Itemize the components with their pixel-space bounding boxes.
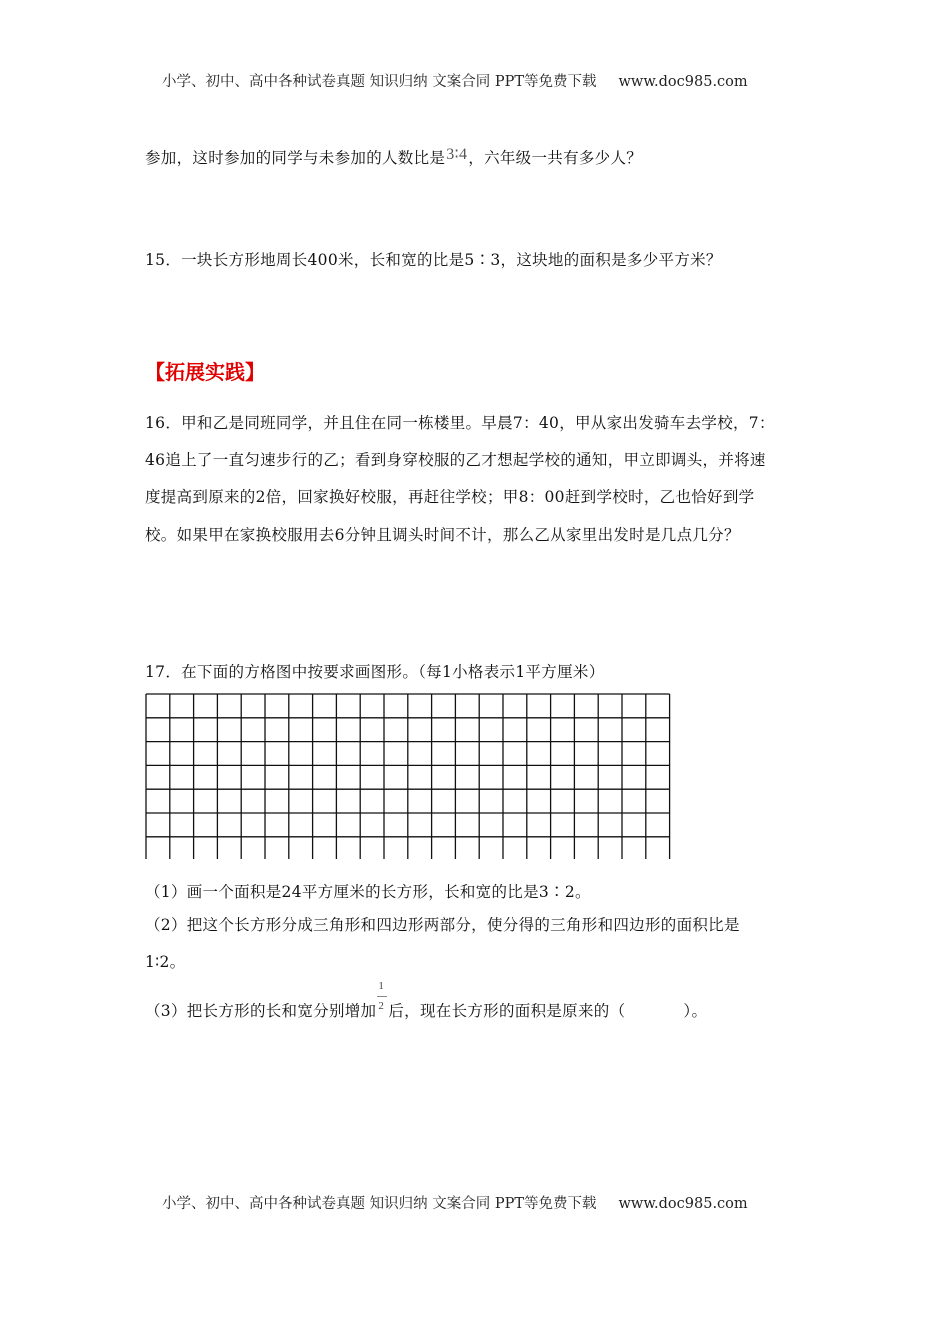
square-grid xyxy=(145,693,675,859)
header-text: 小学、初中、高中各种试卷真题 知识归纳 文案合同 PPT等免费下载 xyxy=(162,74,597,90)
q17-part3-after-b: ）。 xyxy=(683,1002,708,1020)
question-17-part-2-line-1: （2）把这个长方形分成三角形和四边形两部分，使分得的三角形和四边形的面积比是 xyxy=(145,916,740,934)
header-site-link[interactable]: www.doc985.com xyxy=(618,74,748,90)
footer-site-link[interactable]: www.doc985.com xyxy=(618,1196,748,1212)
footer-text: 小学、初中、高中各种试卷真题 知识归纳 文案合同 PPT等免费下载 xyxy=(162,1196,597,1212)
question-16-line-2: 46追上了一直匀速步行的乙；看到身穿校服的乙才想起学校的通知，甲立即调头，并将速 xyxy=(145,451,766,469)
question-16-line-1: 16．甲和乙是同班同学，并且住在同一栋楼里。早晨7：40，甲从家出发骑车去学校，7： xyxy=(145,414,775,432)
question-17-part-2-line-2: 1∶2。 xyxy=(145,953,186,971)
q17-part3-after-a: 后，现在长方形的面积是原来的（ xyxy=(388,1002,626,1020)
question-16-line-3: 度提高到原来的2倍，回家换好校服，再赶往学校；甲8：00赶到学校时，乙也恰好到学 xyxy=(145,488,755,506)
page-footer xyxy=(162,1192,748,1213)
question-17-part-3 xyxy=(145,980,708,1021)
question-17-title: 17．在下面的方格图中按要求画图形。（每1小格表示1平方厘米） xyxy=(145,663,605,681)
q14-text-after: ，六年级一共有多少人？ xyxy=(468,149,643,167)
question-15: 15．一块长方形地周长400米，长和宽的比是5∶3，这块地的面积是多少平方米？ xyxy=(145,251,722,269)
fraction-numerator: 1 xyxy=(378,980,385,992)
question-14-continuation xyxy=(145,146,642,168)
grid-drawing xyxy=(145,693,675,859)
fraction-bar xyxy=(377,996,387,997)
section-title: 【拓展实践】 xyxy=(145,360,265,384)
page-header xyxy=(162,70,748,91)
question-17-part-1: （1）画一个面积是24平方厘米的长方形，长和宽的比是3∶2。 xyxy=(145,883,591,901)
q14-text-before: 参加，这时参加的同学与未参加的人数比是 xyxy=(145,149,446,167)
question-16-line-4: 校。如果甲在家换校服用去6分钟且调头时间不计，那么乙从家里出发时是几点几分？ xyxy=(145,526,740,544)
q14-ratio: 3∶4 xyxy=(446,146,468,163)
q17-part3-before: （3）把长方形的长和宽分别增加 xyxy=(145,1002,377,1020)
fraction-denominator: 2 xyxy=(378,1000,385,1012)
fraction-one-half xyxy=(376,980,388,1016)
